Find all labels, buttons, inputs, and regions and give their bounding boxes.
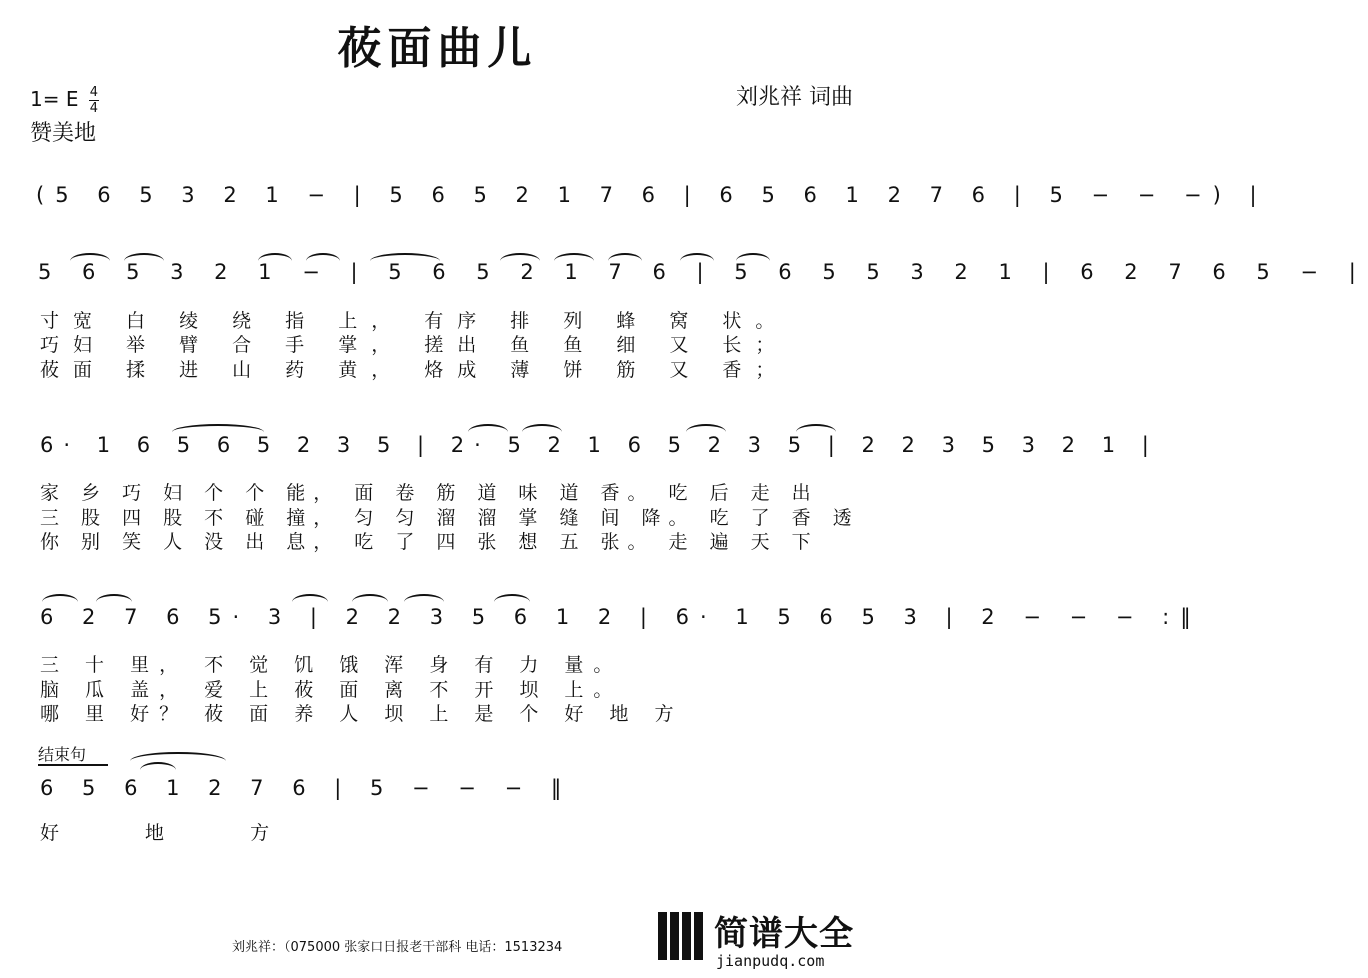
time-signature-bottom: 4 — [89, 101, 98, 116]
slur — [370, 253, 440, 269]
system3-lyric-verse2: 脑 瓜 盖， 爱 上 莜 面 离 不 开 坝 上。 — [40, 679, 623, 701]
slur — [736, 253, 770, 269]
system4-lyrics: 好 地 方 — [40, 822, 310, 844]
system3-lyric-verse3: 哪 里 好？ 莜 面 养 人 坝 上 是 个 好 地 方 — [40, 703, 684, 725]
slur — [468, 424, 508, 440]
slur — [554, 253, 594, 269]
slur — [796, 424, 836, 440]
tempo-mark: 赞美地 — [30, 121, 97, 146]
slur — [124, 253, 164, 269]
system2-lyric-verse3: 你 别 笑 人 没 出 息， 吃 了 四 张 想 五 张。 走 遍 天 下 — [40, 531, 819, 553]
time-signature-top: 4 — [89, 85, 98, 100]
slur — [494, 594, 530, 610]
slur — [522, 424, 562, 440]
system4-notes: 6 5 6 1 2 7 6 | 5 − − − ‖ — [40, 776, 573, 800]
system3-notes: 6 2 7 6 5· 3 | 2 2 3 5 6 1 2 | 6· 1 5 6 5 3 | 2 − − − :‖ — [40, 605, 1202, 629]
piano-icon — [656, 910, 706, 962]
system2-lyric-verse1: 家 乡 巧 妇 个 个 能， 面 卷 筋 道 味 道 香。 吃 后 走 出 — [40, 482, 819, 504]
page-title: 莜面曲儿 — [337, 23, 538, 74]
slur — [258, 253, 292, 269]
slur — [96, 594, 132, 610]
key-signature — [30, 86, 99, 115]
system1-lyric-verse3: 莜面 揉 进 山 药 黄， 烙成 薄 饼 筋 又 香； — [40, 359, 789, 381]
system2-lyric-verse2: 三 股 四 股 不 碰 撞， 匀 匀 溜 溜 掌 缝 间 降。 吃 了 香 透 — [40, 507, 860, 529]
footer-contact: 刘兆祥：（075000 张家口日报老干部科 电话：1513234 — [232, 940, 563, 955]
slur — [352, 594, 388, 610]
composer-credit: 刘兆祥 词曲 — [736, 85, 853, 110]
slur — [404, 594, 444, 610]
slur — [608, 253, 642, 269]
system1-notes: 5 6 5 3 2 1 − | 5 6 5 2 1 7 6 | 5 6 5 5 3 2 1 | 6 2 7 6 5 − | — [38, 260, 1368, 284]
time-signature — [89, 86, 99, 115]
ending-bracket — [38, 764, 108, 766]
slur — [500, 253, 540, 269]
slur — [680, 253, 714, 269]
system1-lyric-verse1: 寸宽 白 绫 绕 指 上， 有序 排 列 蜂 窝 状。 — [40, 310, 789, 332]
slur — [42, 594, 78, 610]
watermark-logo — [648, 906, 876, 978]
slur — [686, 424, 726, 440]
system3-lyric-verse1: 三 十 里， 不 觉 饥 饿 浑 身 有 力 量。 — [40, 654, 623, 676]
system1-lyric-verse2: 巧妇 举 臂 合 手 掌， 搓出 鱼 鱼 细 又 长； — [40, 334, 789, 356]
intro-notes: (5 6 5 3 2 1 − | 5 6 5 2 1 7 6 | 6 5 6 1 2 7 6 | 5 − − −) | — [36, 183, 1268, 207]
system2-notes: 6· 1 6 5 6 5 2 3 5 | 2· 5 2 1 6 5 2 3 5 | 2 2 3 5 3 2 1 | — [40, 433, 1159, 457]
watermark-url: jianpudq.com — [716, 952, 825, 970]
slur — [172, 424, 264, 440]
slur — [306, 253, 340, 269]
key-label: 1= E — [30, 87, 79, 111]
slur — [70, 253, 110, 269]
slur — [140, 762, 176, 778]
ending-label: 结束句 — [38, 745, 87, 764]
watermark-name: 简谱大全 — [714, 914, 854, 954]
slur — [292, 594, 328, 610]
